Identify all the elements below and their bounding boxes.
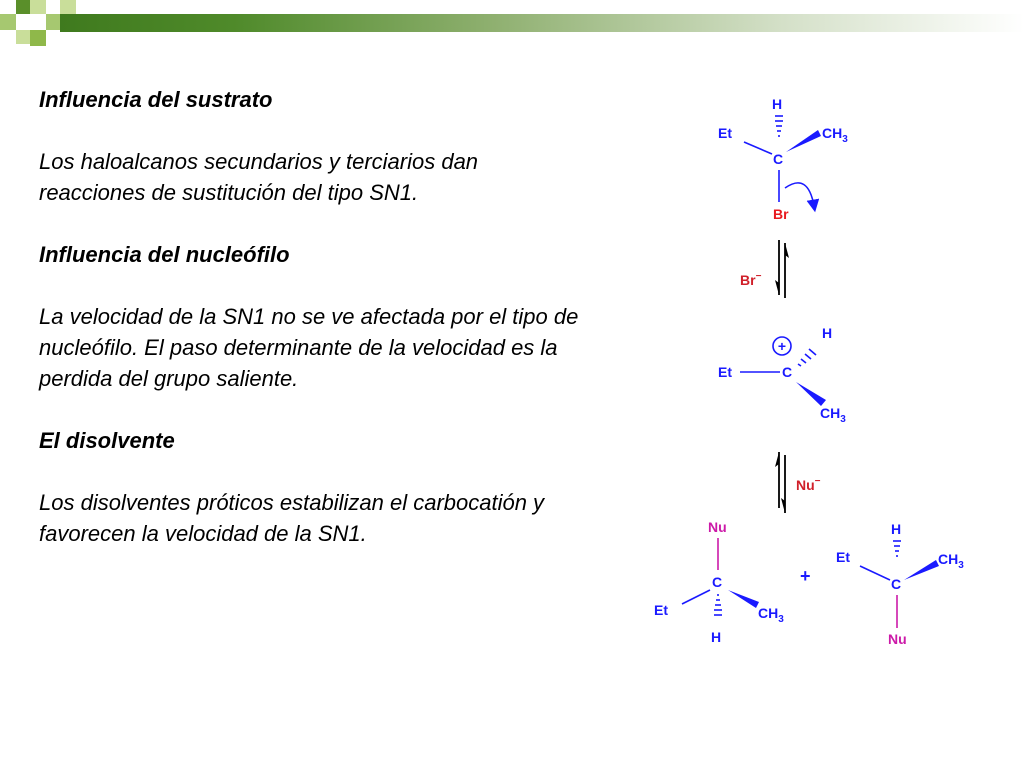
section-title-substrate: Influencia del sustrato: [39, 87, 273, 112]
plus-sign: +: [800, 566, 811, 586]
equilibrium-arrows-2: [775, 452, 821, 513]
section-text-solvent: favorecen la velocidad de la SN1.: [39, 521, 367, 546]
product2-ch3: $CH_3$: [938, 551, 964, 571]
bond-line: [682, 590, 710, 604]
header-square: [46, 14, 60, 30]
substrate-molecule: [718, 96, 848, 222]
header-square: [16, 0, 30, 14]
substrate-et: Et: [718, 125, 732, 141]
substrate-h: H: [772, 96, 783, 112]
header-square: [30, 30, 46, 46]
section-text-substrate: reacciones de sustitución del tipo SN1.: [39, 180, 419, 205]
carbocation: [718, 325, 846, 425]
hashed-bond: [775, 116, 783, 136]
equilibrium-arrows-1: [740, 240, 789, 298]
wedge-bond: [786, 130, 821, 152]
substrate-br: Br: [773, 206, 789, 222]
positive-charge-symbol: +: [777, 338, 787, 354]
substrate-c: C: [773, 151, 784, 167]
slide-text: [39, 84, 679, 549]
product1-nu: Nu: [708, 519, 727, 535]
nucleophile-label: Nu−: [796, 476, 821, 493]
curved-arrow: [785, 183, 814, 206]
product1-ch3: $CH_3$: [758, 605, 784, 625]
bond-line: [860, 566, 890, 580]
hashed-bond: [714, 595, 722, 615]
product2-nu: Nu: [888, 631, 907, 647]
product2-c: C: [891, 576, 902, 592]
header-gradient-bar: [60, 14, 1024, 32]
section-title-solvent: El disolvente: [39, 428, 175, 453]
product1-c: C: [712, 574, 723, 590]
leaving-group-label: Br−: [740, 271, 762, 288]
section-text-nucleophile: La velocidad de la SN1 no se ve afectada por el tipo de: [39, 304, 579, 329]
header-square: [0, 14, 16, 30]
section-text-nucleophile: nucleófilo. El paso determinante de la velocidad es la: [39, 335, 558, 360]
section-text-solvent: Los disolventes próticos estabilizan el carbocatión y: [39, 490, 545, 515]
hashed-bond: [893, 541, 901, 556]
sn1-mechanism-diagram: [640, 80, 1024, 660]
cation-ch3: $CH_3$: [820, 405, 846, 425]
section-title-nucleophile: Influencia del nucleófilo: [39, 242, 290, 267]
wedge-bond: [904, 560, 939, 580]
cation-c: C: [782, 364, 793, 380]
product1-h: H: [711, 629, 722, 645]
section-text-substrate: Los haloalcanos secundarios y terciarios dan: [39, 149, 479, 174]
header-square: [16, 30, 30, 44]
substrate-ch3: $CH_3$: [822, 125, 848, 145]
product2-h: H: [891, 521, 902, 537]
wedge-bond: [796, 382, 826, 406]
wedge-bond: [728, 590, 759, 608]
header-square: [60, 0, 76, 14]
product-molecule-2: [836, 521, 964, 647]
product1-et: Et: [654, 602, 668, 618]
product2-et: Et: [836, 549, 850, 565]
cation-et: Et: [718, 364, 732, 380]
bond-line: [744, 142, 772, 154]
hashed-bond: [798, 349, 816, 366]
product-molecule-1: [654, 519, 784, 645]
header-square: [30, 0, 46, 14]
section-text-nucleophile: perdida del grupo saliente.: [39, 366, 299, 391]
header-decoration: [0, 0, 1024, 46]
cation-h: H: [822, 325, 833, 341]
